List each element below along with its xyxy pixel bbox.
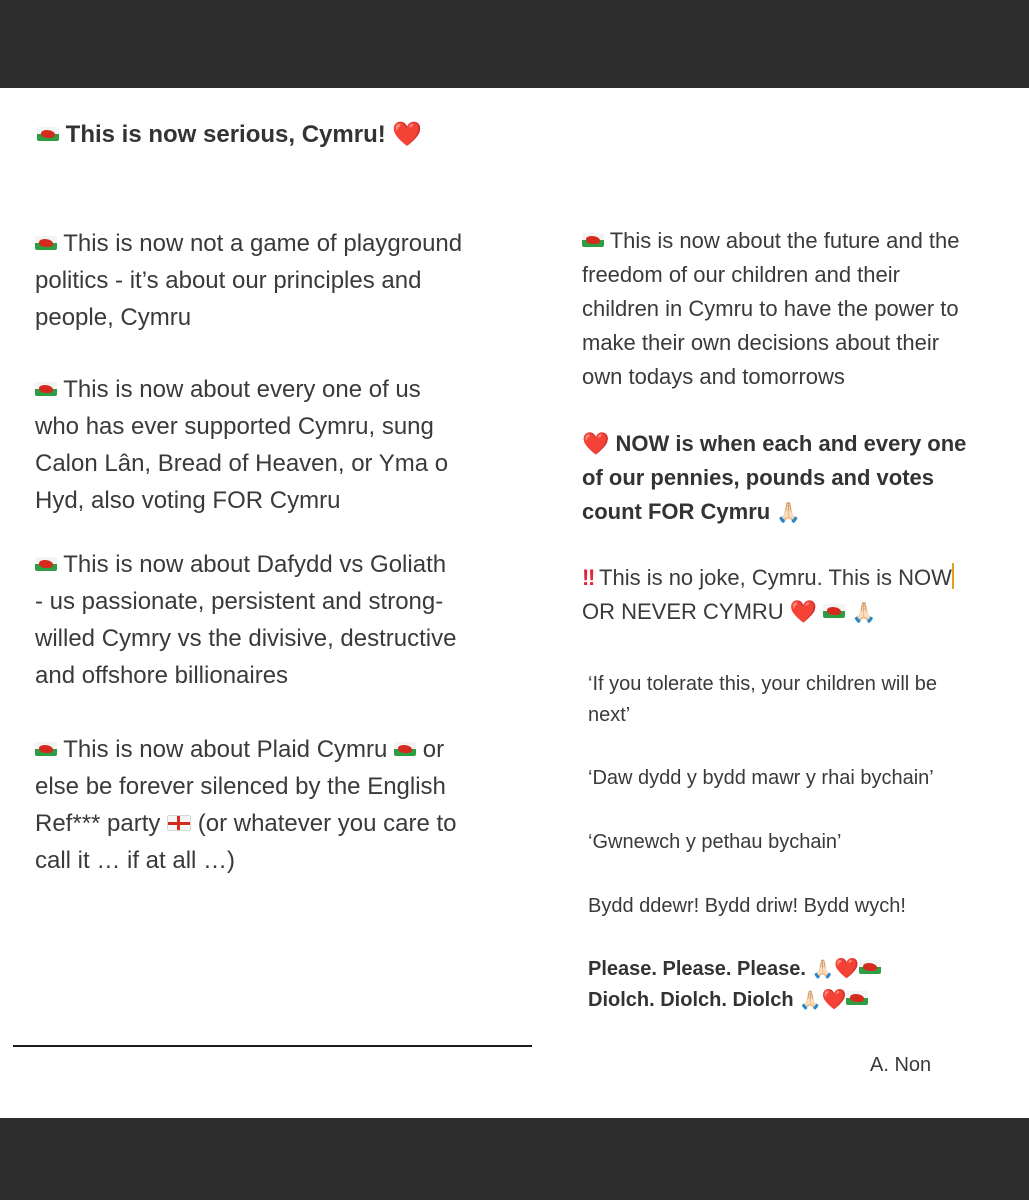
quote-4 <box>588 891 1008 922</box>
text-line: next’ <box>588 704 631 726</box>
right-paragraph-3 <box>582 561 1012 630</box>
text-line: OR NEVER CYMRU <box>582 599 784 624</box>
praying-hands-icon: 🙏🏻 <box>799 990 822 1010</box>
welsh-flag-icon <box>35 236 57 250</box>
welsh-flag-icon <box>35 382 57 396</box>
text-line: children in Cymru to have the power to <box>582 296 959 321</box>
text-line: This is now about Dafydd vs Goliath <box>63 551 447 578</box>
page-title-row <box>37 118 422 152</box>
left-paragraph-3 <box>35 546 515 694</box>
text-line: who has ever supported Cymru, sung <box>35 413 434 440</box>
document-page <box>0 88 1029 1118</box>
text-line: people, Cymru <box>35 304 192 331</box>
bottom-dark-bar <box>0 1118 1029 1200</box>
welsh-flag-icon <box>823 604 845 618</box>
closing-block <box>588 954 1008 1016</box>
praying-hands-icon: 🙏🏻 <box>776 502 801 524</box>
page-title: This is now serious, Cymru! <box>65 121 386 148</box>
text-line: of our pennies, pounds and votes <box>582 465 935 490</box>
heart-icon: ❤️ <box>821 989 847 1011</box>
text-line: This is no joke, Cymru. This is NOW <box>599 565 952 590</box>
text-line: NOW is when each and every one <box>615 431 967 456</box>
text-line: Hyd, also voting FOR Cymru <box>35 487 341 514</box>
right-paragraph-1 <box>582 224 1012 394</box>
english-flag-icon <box>167 815 191 831</box>
text-line: else be forever silenced by the English <box>35 773 446 800</box>
text-cursor <box>952 563 954 589</box>
text-line: ‘Gwnewch y pethau bychain’ <box>588 831 842 853</box>
welsh-flag-icon <box>859 960 881 974</box>
text-line: make their own decisions about their <box>582 330 940 355</box>
welsh-flag-icon <box>582 233 604 247</box>
divider-line <box>13 1045 532 1047</box>
text-line: willed Cymry vs the divisive, destructive <box>35 625 457 652</box>
heart-icon: ❤️ <box>833 958 859 980</box>
text-line: This is now not a game of playground <box>63 230 463 257</box>
text-line: Diolch. Diolch. Diolch <box>588 989 794 1011</box>
top-dark-bar <box>0 0 1029 88</box>
quote-3 <box>588 827 1008 858</box>
text-line: own todays and tomorrows <box>582 364 845 389</box>
text-line: call it … if at all …) <box>35 847 236 874</box>
signature <box>870 1050 931 1081</box>
text-line: This is now about the future and the <box>609 228 960 253</box>
heart-icon: ❤️ <box>392 121 423 148</box>
text-line: Ref*** party <box>35 810 161 837</box>
left-paragraph-1 <box>35 225 515 336</box>
right-paragraph-2 <box>582 427 1012 530</box>
text-line: and offshore billionaires <box>35 662 289 689</box>
text-line: ‘If you tolerate this, your children will be <box>588 673 938 695</box>
text-line: or <box>422 736 445 763</box>
heart-icon: ❤️ <box>789 599 818 624</box>
text-line: Please. Please. Please. <box>588 958 806 980</box>
text-line: Bydd ddewr! Bydd driw! Bydd wych! <box>588 895 906 917</box>
signature-text: A. Non <box>870 1054 932 1076</box>
text-line: - us passionate, persistent and strong- <box>35 588 444 615</box>
text-line: politics - it’s about our principles and <box>35 267 422 294</box>
praying-hands-icon: 🙏🏻 <box>811 959 834 979</box>
heart-icon: ❤️ <box>582 431 610 456</box>
welsh-flag-icon <box>35 742 57 756</box>
left-paragraph-4 <box>35 731 515 879</box>
welsh-flag-icon <box>846 991 868 1005</box>
quote-2 <box>588 763 1008 794</box>
welsh-flag-icon <box>37 127 59 141</box>
quote-1 <box>588 669 1008 731</box>
text-line: (or whatever you care to <box>197 810 457 837</box>
text-line: Calon Lân, Bread of Heaven, or Yma o <box>35 450 449 477</box>
text-line: This is now about every one of us <box>63 376 421 403</box>
text-line: This is now about Plaid Cymru <box>63 736 388 763</box>
double-exclamation-icon: ‼ <box>582 565 594 590</box>
left-paragraph-2 <box>35 371 515 519</box>
praying-hands-icon: 🙏🏻 <box>851 602 877 624</box>
text-line: count FOR Cymru <box>582 499 771 524</box>
text-line: ‘Daw dydd y bydd mawr y rhai bychain’ <box>588 767 934 789</box>
welsh-flag-icon <box>35 557 57 571</box>
welsh-flag-icon <box>394 742 416 756</box>
text-line: freedom of our children and their <box>582 262 900 287</box>
